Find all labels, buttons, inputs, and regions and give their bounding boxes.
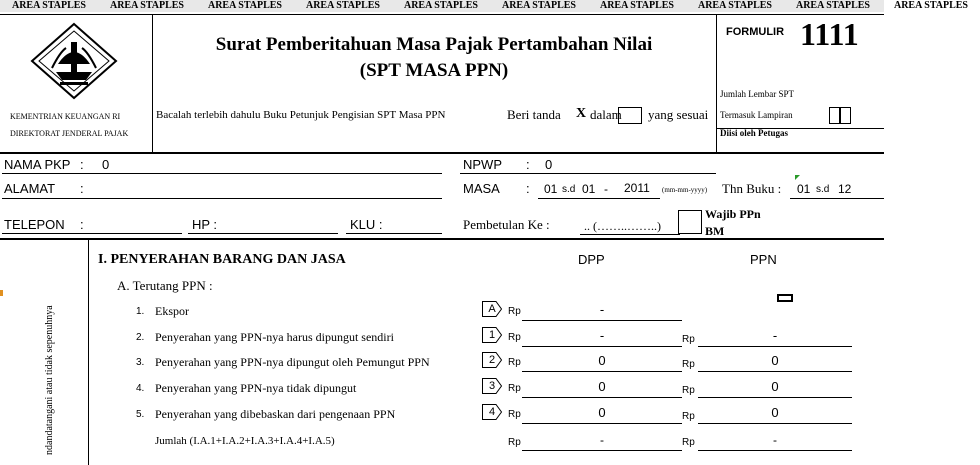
hp-underline	[188, 233, 338, 234]
colon: :	[80, 157, 84, 172]
colon: :	[526, 157, 530, 172]
staples-label: AREA STAPLES	[109, 0, 184, 11]
staples-label: AREA STAPLES	[207, 0, 282, 11]
header-top-border	[0, 14, 884, 15]
dpp-underline	[522, 346, 682, 347]
side-note-text: ndandatangani atau tidak sepenuhnya	[44, 305, 55, 455]
side-column-divider	[88, 240, 89, 465]
dpp-value[interactable]: 0	[598, 353, 606, 368]
rp-label: Rp	[508, 332, 521, 343]
pembetulan-label: Pembetulan Ke :	[463, 217, 550, 232]
lampiran-box-2[interactable]	[840, 107, 851, 124]
row-number: 3.	[136, 357, 145, 368]
lampiran-box-1[interactable]	[829, 107, 840, 124]
jumlah-label: Jumlah (I.A.1+I.A.2+I.A.3+I.A.4+I.A.5)	[155, 435, 335, 447]
dpp-underline	[522, 397, 682, 398]
ppn-underline	[698, 397, 852, 398]
row-number: 4.	[136, 383, 145, 394]
rp-label: Rp	[682, 359, 695, 370]
masa-to[interactable]: 01	[582, 182, 596, 196]
masa-dash: -	[604, 182, 608, 196]
ppn-underline	[698, 423, 852, 424]
klu-underline	[346, 233, 442, 234]
dpp-value[interactable]: -	[599, 302, 605, 317]
thn-buku-underline	[790, 198, 884, 199]
row-code-tag	[482, 327, 502, 343]
rp-label: Rp	[508, 383, 521, 394]
staples-label: AREA STAPLES	[893, 0, 968, 11]
header-divider-right	[716, 14, 717, 152]
formulir-number: 1111	[800, 16, 859, 52]
masa-format-hint: (mm-mm-yyyy)	[662, 186, 708, 194]
ppn-column-header: PPN	[750, 252, 777, 267]
sample-checkbox	[618, 107, 642, 124]
rp-label: Rp	[508, 306, 521, 317]
rp-label: Rp	[682, 437, 695, 448]
row-code-tag	[482, 404, 502, 420]
ppn-underline	[698, 371, 852, 372]
klu-label: KLU :	[350, 217, 383, 232]
instruction-mark-text: Beri tanda	[507, 107, 561, 122]
dpp-underline	[522, 423, 682, 424]
form-title: Surat Pemberitahuan Masa Pajak Pertambahan Nilai	[215, 34, 653, 55]
npwp-value[interactable]: 0	[545, 157, 553, 172]
wajib-ppnbm-checkbox[interactable]	[678, 210, 702, 234]
rp-label: Rp	[682, 411, 695, 422]
dpp-underline	[522, 320, 682, 321]
npwp-label: NPWP	[463, 157, 502, 172]
jumlah-dpp-value[interactable]: -	[600, 433, 604, 447]
row-label: Ekspor	[155, 304, 189, 318]
cell-comment-marker	[795, 175, 800, 180]
masa-sd: s.d	[562, 184, 576, 195]
jumlah-dpp-underline	[522, 450, 682, 451]
ppn-underline	[698, 346, 852, 347]
jumlah-lembar-label: Jumlah Lembar SPT	[720, 89, 794, 99]
telepon-label: TELEPON	[4, 217, 65, 232]
row-number: 1.	[136, 306, 145, 317]
row-number: 5.	[136, 409, 145, 420]
thn-buku-sd: s.d	[816, 184, 830, 195]
row-number: 2.	[136, 332, 145, 343]
subsection-title: A. Terutang PPN :	[117, 278, 213, 293]
dpp-value[interactable]: 0	[598, 405, 606, 420]
dpp-underline	[522, 371, 682, 372]
dpp-value[interactable]: 0	[598, 379, 606, 394]
rp-label: Rp	[508, 409, 521, 420]
jumlah-ppn-underline	[698, 450, 852, 451]
instruction-text: Bacalah terlebih dahulu Buku Petunjuk Pengisian SPT Masa PPN	[156, 109, 446, 121]
row-code-tag	[482, 301, 502, 317]
wajib-ppn-label: Wajib PPn	[705, 207, 761, 221]
colon: :	[80, 181, 84, 196]
nama-pkp-value[interactable]: 0	[102, 157, 110, 172]
ministry-label: KEMENTRIAN KEUANGAN RI	[10, 112, 121, 121]
ppn-mark-box	[777, 294, 793, 302]
directorate-label: DIREKTORAT JENDERAL PAJAK	[10, 129, 129, 138]
ppn-value[interactable]: 0	[771, 353, 779, 368]
ppn-value[interactable]: 0	[771, 405, 779, 420]
staples-label: AREA STAPLES	[795, 0, 870, 11]
pembetulan-value[interactable]: .. (……..……..)	[584, 219, 661, 233]
rp-label: Rp	[682, 385, 695, 396]
row-label: Penyerahan yang PPN-nya dipungut oleh Pemungut PPN	[155, 355, 430, 369]
rp-label: Rp	[508, 437, 521, 448]
identity-bottom-border	[0, 238, 884, 240]
instruction-sesuai: yang sesuai	[648, 107, 709, 122]
row-label: Penyerahan yang PPN-nya tidak dipungut	[155, 381, 357, 395]
staples-label: AREA STAPLES	[403, 0, 478, 11]
telepon-underline	[2, 233, 182, 234]
ppn-value[interactable]: 0	[771, 379, 779, 394]
row-label: Penyerahan yang PPN-nya harus dipungut sendiri	[155, 330, 394, 344]
staples-label: AREA STAPLES	[501, 0, 576, 11]
form-subtitle: (SPT MASA PPN)	[359, 60, 509, 81]
colon: :	[80, 217, 84, 232]
dpp-value[interactable]: -	[599, 328, 605, 343]
row-code-tag	[482, 352, 502, 368]
wajib-bm-label: BM	[705, 224, 725, 238]
alamat-label: ALAMAT	[4, 181, 56, 196]
row-label: Penyerahan yang dibebaskan dari pengenaan PPN	[155, 407, 396, 421]
staples-label: AREA STAPLES	[11, 0, 86, 11]
header-bottom-border	[0, 152, 884, 154]
hp-label: HP :	[192, 217, 218, 232]
npwp-underline	[460, 173, 716, 174]
masa-label: MASA	[463, 181, 500, 196]
side-marker	[0, 290, 3, 296]
row-code: 4	[488, 406, 496, 418]
dpp-column-header: DPP	[578, 252, 605, 267]
section-title: I. PENYERAHAN BARANG DAN JASA	[98, 252, 346, 267]
alamat-underline	[2, 198, 442, 199]
staples-label: AREA STAPLES	[697, 0, 772, 11]
nama-pkp-label: NAMA PKP	[4, 157, 71, 172]
instruction-x-mark: X	[576, 106, 587, 121]
row-code-tag	[482, 378, 502, 394]
thn-buku-to[interactable]: 12	[838, 182, 852, 196]
jumlah-ppn-value[interactable]: -	[773, 433, 777, 447]
row-code: 3	[488, 380, 496, 392]
staples-label: AREA STAPLES	[305, 0, 380, 11]
masa-year[interactable]: 2011	[624, 181, 650, 195]
row-code: 2	[488, 354, 496, 366]
staples-label: AREA STAPLES	[599, 0, 674, 11]
ppn-value[interactable]: -	[772, 328, 778, 343]
diisi-petugas-label: Diisi oleh Petugas	[720, 128, 789, 138]
garuda-emblem-logo	[30, 22, 118, 100]
thn-buku-from[interactable]: 01	[797, 182, 811, 196]
rp-label: Rp	[682, 334, 695, 345]
formulir-label: FORMULIR	[726, 26, 785, 38]
thn-buku-label: Thn Buku :	[722, 181, 782, 196]
nama-pkp-underline	[2, 173, 442, 174]
termasuk-lampiran-label: Termasuk Lampiran	[720, 110, 793, 120]
row-code: A	[488, 303, 496, 315]
masa-underline	[538, 198, 660, 199]
instruction-dalam: dalam	[590, 107, 622, 122]
area-staples-band	[0, 0, 968, 12]
pembetulan-underline	[580, 234, 680, 235]
rp-label: Rp	[508, 357, 521, 368]
masa-from[interactable]: 01	[544, 182, 558, 196]
row-code: 1	[488, 329, 496, 341]
colon: :	[526, 181, 530, 196]
